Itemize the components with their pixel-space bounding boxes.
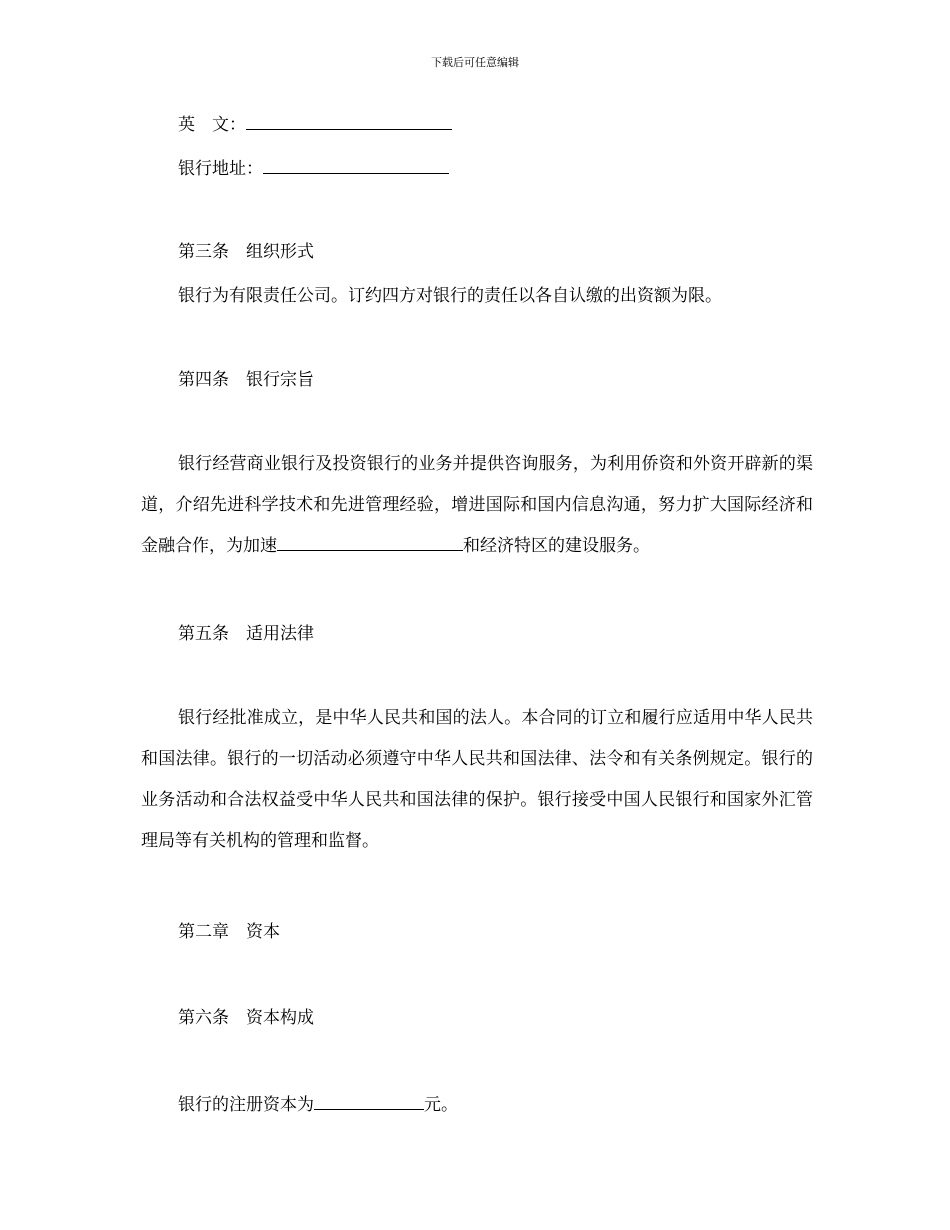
article-5-number: 第五条 (178, 624, 229, 644)
article-4-body-end: 和经济特区的建设服务。 (463, 536, 650, 556)
registered-capital-blank (314, 1092, 424, 1110)
article-3-title: 组织形式 (246, 242, 314, 262)
article-3-heading (178, 240, 314, 264)
article-4-heading (178, 368, 314, 392)
english-name-field (178, 112, 452, 137)
english-name-label: 英 文： (178, 115, 246, 135)
bank-address-blank (263, 156, 449, 174)
article-6-number: 第六条 (178, 1008, 229, 1028)
article-4-title: 银行宗旨 (246, 370, 314, 390)
article-5-heading (178, 622, 314, 646)
article-6-heading (178, 1006, 314, 1030)
chapter-2-heading (178, 920, 280, 944)
english-name-blank (246, 112, 452, 130)
article-5-body: 银行经批准成立，是中华人民共和国的法人。本合同的订立和履行应适用中华人民共和国法律。银行的一切活动必须遵守中华人民共和国法律、法令和有关条例规定。银行的业务活动和合法权益受中华人民共和国法律的保护。银行接受中国人民银行和国家外汇管理局等有关机构的管理和监督。 (141, 708, 813, 851)
page-header: 下载后可任意编辑 (431, 56, 519, 69)
article-6-title: 资本构成 (246, 1008, 314, 1028)
article-4-body (141, 444, 813, 567)
article-4-body-text: 银行经营商业银行及投资银行的业务并提供咨询服务，为利用侨资和外资开辟新的渠道，介绍先进科学技术和先进管理经验，增进国际和国内信息沟通，努力扩大国际经济和金融合作，为加速 (141, 454, 813, 556)
chapter-2-number: 第二章 (178, 922, 229, 942)
article-6-body-end: 元。 (424, 1095, 458, 1115)
bank-address-field (178, 156, 449, 181)
article-4-number: 第四条 (178, 370, 229, 390)
article-3-number: 第三条 (178, 242, 229, 262)
chapter-2-title: 资本 (246, 922, 280, 942)
bank-address-label: 银行地址： (178, 159, 263, 179)
article-5-title: 适用法律 (246, 624, 314, 644)
article-4-blank (277, 533, 463, 551)
article-6-body (178, 1092, 458, 1117)
article-6-body-text: 银行的注册资本为 (178, 1095, 314, 1115)
article-3-body: 银行为有限责任公司。订约四方对银行的责任以各自认缴的出资额为限。 (178, 286, 722, 306)
